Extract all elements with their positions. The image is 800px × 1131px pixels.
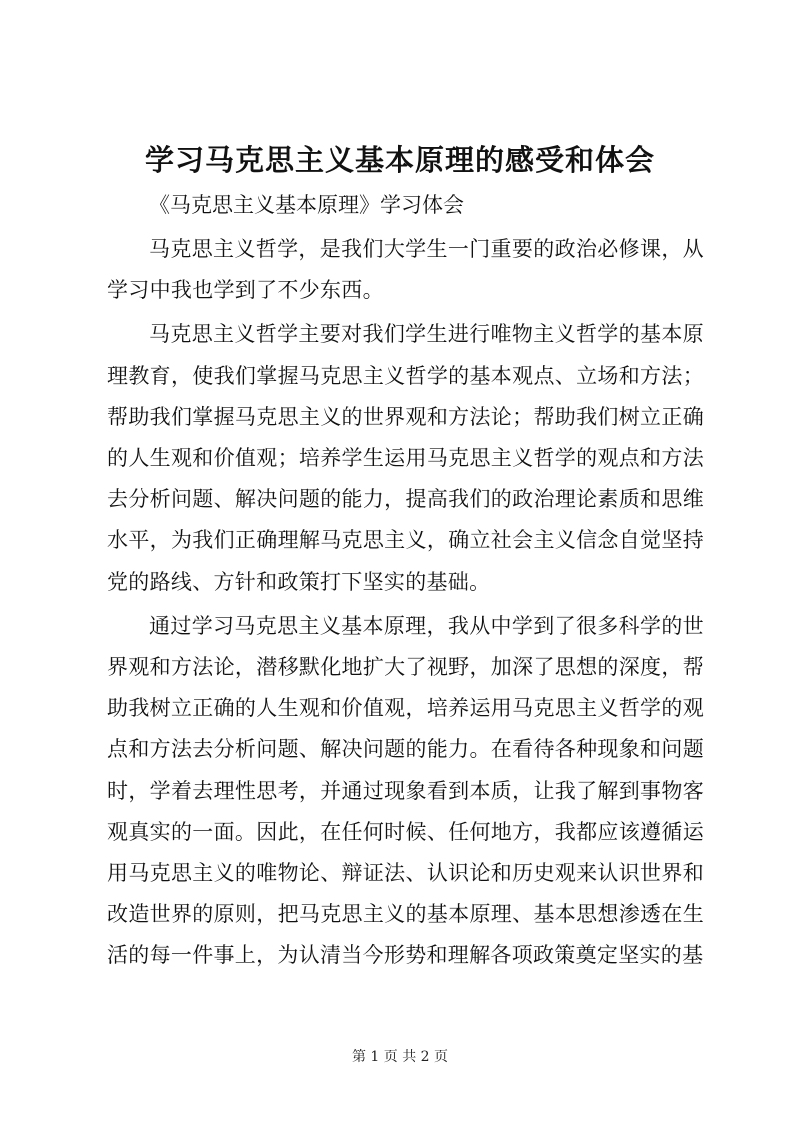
page-number-footer: 第 1 页 共 2 页 xyxy=(351,1049,449,1065)
document-title: 学习马克思主义基本原理的感受和体会 xyxy=(144,143,655,177)
paragraph-3: 通过学习马克思主义基本原理，我从中学到了很多科学的世界观和方法论，潜移默化地扩大了视野，加深了思想的深度，帮助我树立正确的人生观和价值观，培养运用马克思主义哲学的观点和方法去分析问题、解决问题的能力。在看待各种现象和问题时，学着去理性思考，并通过现象看到本质，让我了解到事物客观真实的一面。因此，在任何时候、任何地方，我都应该遵循运用马克思主义的唯物论、辩证法、认识论和历史观来认识世界和改造世界的原则，把马克思主义的基本原理、基本思想渗透在生活的每一件事上，为认清当今形势和理解各项政策奠定坚实的基 xyxy=(107,613,704,968)
paragraph-2: 马克思主义哲学主要对我们学生进行唯物主义哲学的基本原理教育，使我们掌握马克思主义哲学的基本观点、立场和方法；帮助我们掌握马克思主义的世界观和方法论；帮助我们树立正确的人生观和价值观；培养学生运用马克思主义哲学的观点和方法去分析问题、解决问题的能力，提高我们的政治理论素质和思维水平，为我们正确理解马克思主义，确立社会主义信念自觉坚持党的路线、方针和政策打下坚实的基础。 xyxy=(107,322,704,594)
document-subtitle: 《马克思主义基本原理》学习体会 xyxy=(149,193,464,217)
document-body xyxy=(107,229,704,977)
paragraph-1: 马克思主义哲学，是我们大学生一门重要的政治必修课，从学习中我也学到了不少东西。 xyxy=(107,237,704,303)
